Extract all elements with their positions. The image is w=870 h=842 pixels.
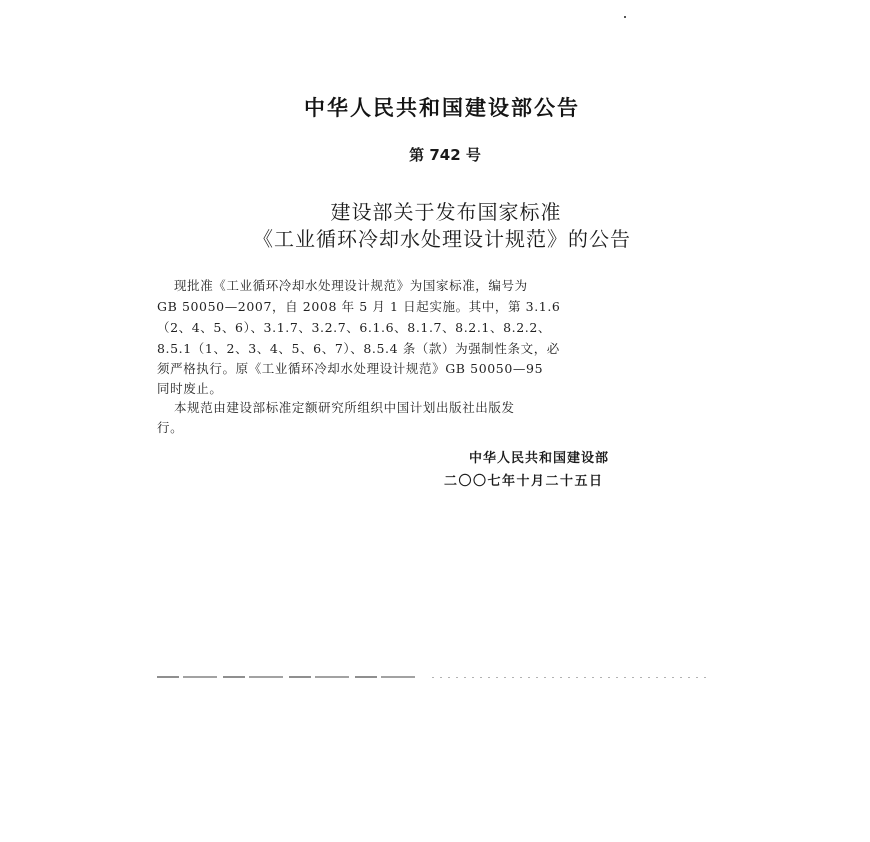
body-paragraph-line: （2、4、5、6）、3.1.7、3.2.7、6.1.6、8.1.7、8.2.1、8.2.2、	[157, 320, 551, 335]
scan-artifact-rule	[432, 677, 712, 678]
scan-speck	[624, 16, 626, 18]
announcement-number: 第 742 号	[409, 146, 481, 164]
body-paragraph-line: 须严格执行。原《工业循环冷却水处理设计规范》GB 50050—95	[157, 361, 544, 376]
signature-date: 二〇〇七年十月二十五日	[444, 474, 604, 489]
announcement-subtitle-line2: 《工业循环冷却水处理设计规范》的公告	[253, 227, 631, 251]
announcement-heading: 中华人民共和国建设部公告	[304, 96, 580, 120]
body-paragraph-line: GB 50050—2007，自 2008 年 5 月 1 日起实施。其中，第 3.1.6	[157, 299, 561, 314]
signature-organization: 中华人民共和国建设部	[469, 451, 610, 466]
body-paragraph-line: 同时废止。	[157, 381, 223, 396]
body-paragraph-line: 行。	[157, 420, 184, 435]
body-paragraph-line: 8.5.1（1、2、3、4、5、6、7）、8.5.4 条（款）为强制性条文，必	[157, 341, 560, 356]
scan-artifact-rule	[157, 676, 417, 678]
body-paragraph-line: 现批准《工业循环冷却水处理设计规范》为国家标准，编号为	[174, 278, 528, 293]
body-paragraph-line: 本规范由建设部标准定额研究所组织中国计划出版社出版发	[174, 400, 515, 415]
announcement-subtitle-line1: 建设部关于发布国家标准	[330, 200, 562, 224]
